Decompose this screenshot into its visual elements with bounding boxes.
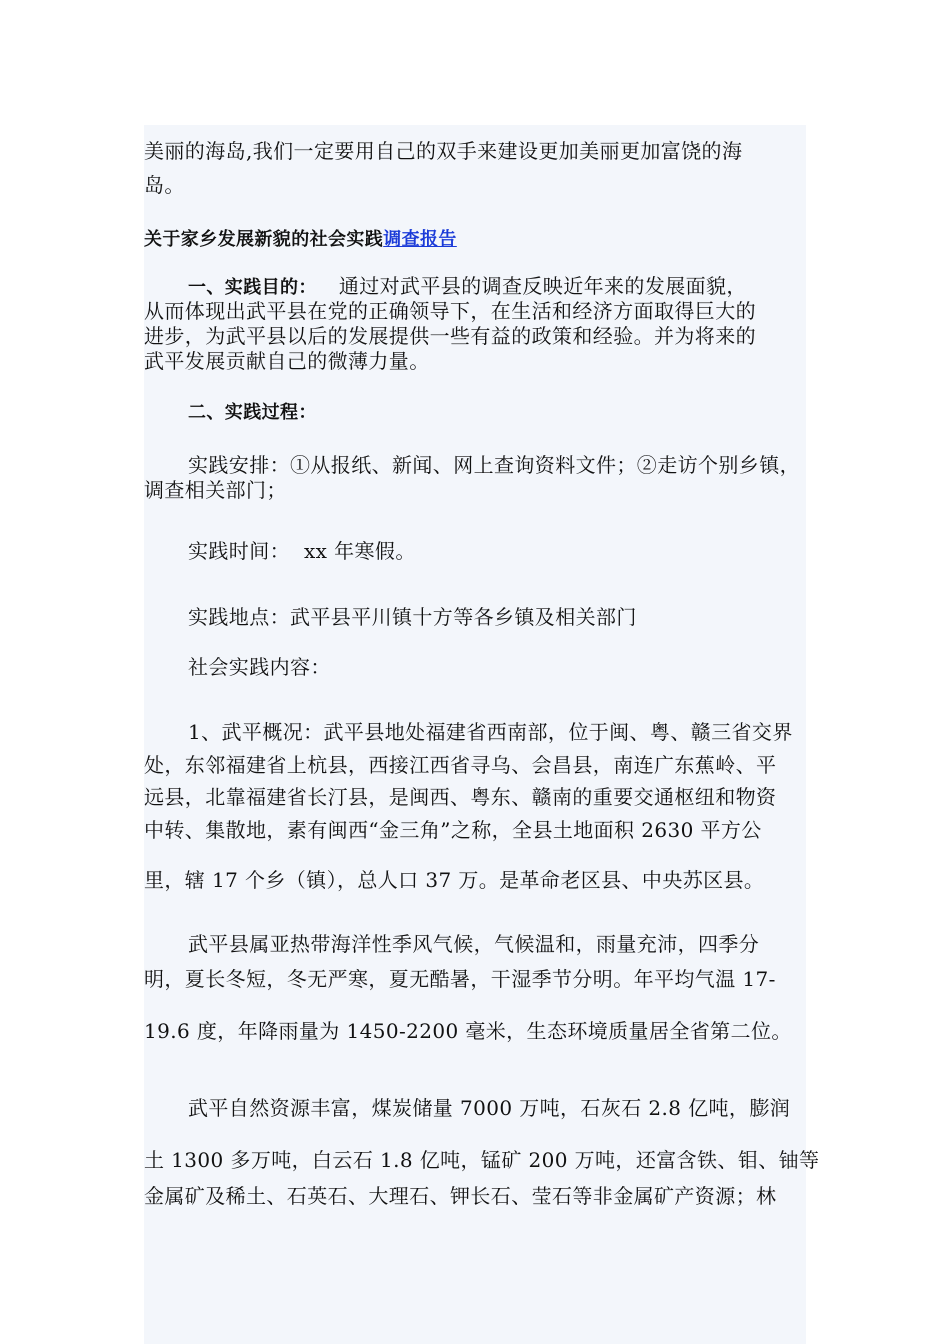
overview-line-5: 里，辖 17 个乡（镇），总人口 37 万。是革命老区县、中央苏区县。 bbox=[144, 868, 765, 892]
practice-time-label: 实践时间： bbox=[188, 539, 290, 563]
overview-line-4: 中转、集散地，素有闽西“金三角”之称，全县土地面积 2630 平方公 bbox=[144, 818, 762, 842]
practice-place: 实践地点：武平县平川镇十方等各乡镇及相关部门 bbox=[188, 605, 637, 629]
practice-arrangement-line-2: 调查相关部门； bbox=[144, 478, 287, 502]
section1-line-4: 武平发展贡献自己的微薄力量。 bbox=[144, 349, 430, 373]
section1-line-3: 进步，为武平县以后的发展提供一些有益的政策和经验。并为将来的 bbox=[144, 324, 756, 348]
document-body bbox=[144, 125, 820, 1344]
section2-heading: 二、实践过程： bbox=[188, 402, 317, 423]
report-title-text: 关于家乡发展新貌的社会实践 bbox=[144, 229, 384, 250]
resources-line-2: 土 1300 多万吨，白云石 1.8 亿吨，锰矿 200 万吨，还富含铁、钼、铀等 bbox=[144, 1148, 820, 1172]
climate-line-2: 明，夏长冬短，冬无严寒，夏无酷暑，干湿季节分明。年平均气温 17- bbox=[144, 967, 776, 991]
intro-line-1: 美丽的海岛,我们一定要用自己的双手来建设更加美丽更加富饶的海 bbox=[144, 139, 743, 163]
overview-line-2: 处，东邻福建省上杭县，西接江西省寻乌、会昌县，南连广东蕉岭、平 bbox=[144, 753, 777, 777]
section1-heading: 一、实践目的： bbox=[188, 277, 317, 298]
practice-content-label: 社会实践内容： bbox=[188, 655, 331, 679]
practice-time bbox=[188, 538, 416, 564]
overview-line-3: 远县，北靠福建省长汀县，是闽西、粤东、赣南的重要交通枢纽和物资 bbox=[144, 785, 777, 809]
climate-line-1: 武平县属亚热带海洋性季风气候，气候温和，雨量充沛，四季分 bbox=[188, 932, 760, 956]
overview-line-1: 1、武平概况：武平县地处福建省西南部，位于闽、粤、赣三省交界 bbox=[188, 720, 793, 744]
section1-line-1: 通过对武平县的调查反映近年来的发展面貌， bbox=[338, 274, 747, 298]
section1-line-2: 从而体现出武平县在党的正确领导下，在生活和经济方面取得巨大的 bbox=[144, 299, 756, 323]
resources-line-3: 金属矿及稀土、石英石、大理石、钾长石、莹石等非金属矿产资源；林 bbox=[144, 1184, 777, 1208]
report-title-link[interactable]: 调查报告 bbox=[383, 229, 457, 250]
practice-time-value: xx 年寒假。 bbox=[304, 539, 416, 563]
practice-arrangement-line-1: 实践安排：①从报纸、新闻、网上查询资料文件；②走访个别乡镇， bbox=[188, 453, 800, 477]
resources-line-1: 武平自然资源丰富，煤炭储量 7000 万吨，石灰石 2.8 亿吨，膨润 bbox=[188, 1096, 791, 1120]
intro-line-2: 岛。 bbox=[144, 173, 185, 197]
section1-first-line bbox=[188, 273, 747, 301]
report-title bbox=[144, 227, 457, 253]
climate-line-3: 19.6 度，年降雨量为 1450-2200 毫米，生态环境质量居全省第二位。 bbox=[144, 1019, 792, 1043]
